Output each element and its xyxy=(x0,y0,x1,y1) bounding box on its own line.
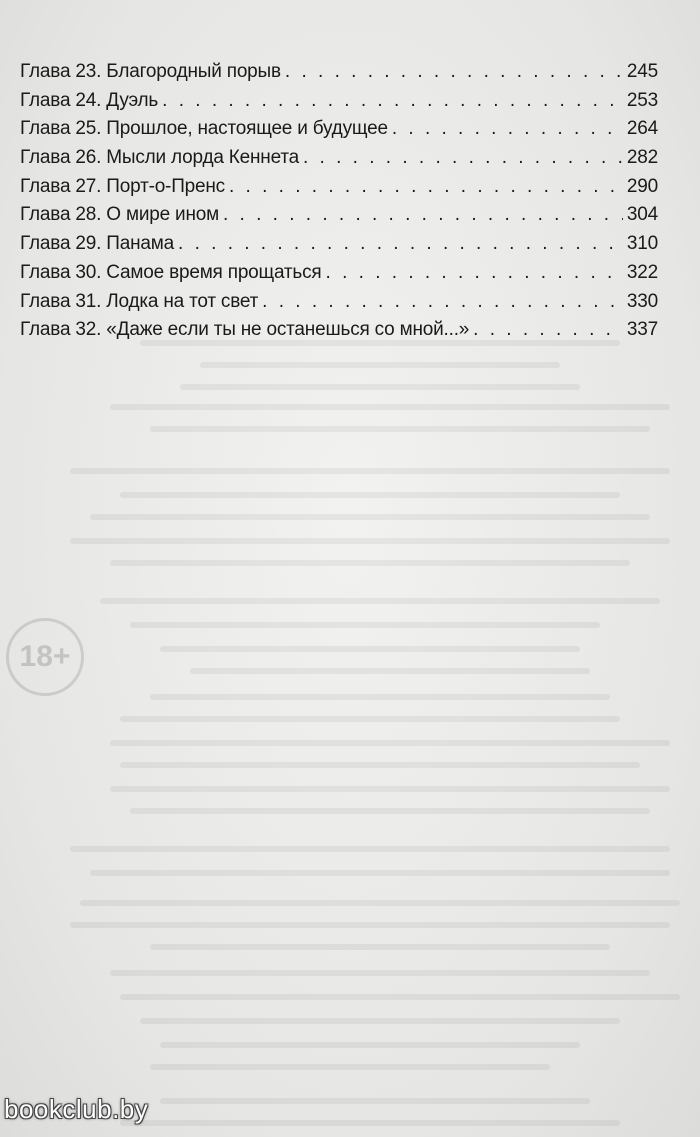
toc-entry-title: Глава 28. О мире ином xyxy=(20,204,219,226)
show-through-line xyxy=(110,786,670,792)
toc-entry-title: Глава 25. Прошлое, настоящее и будущее xyxy=(20,118,388,140)
toc-dot-leader xyxy=(326,259,623,288)
show-through-line xyxy=(140,1018,620,1024)
show-through-line xyxy=(70,922,670,928)
toc-dot-leader xyxy=(223,201,623,230)
toc-entry xyxy=(20,288,658,317)
toc-entry-page: 264 xyxy=(626,118,658,140)
watermark: bookclub.by xyxy=(4,1094,149,1124)
toc-entry xyxy=(20,201,658,230)
toc-entry-page: 290 xyxy=(626,175,658,197)
toc-entry-page: 337 xyxy=(626,319,658,341)
toc-entry-title: Глава 32. «Даже если ты не останешься со мной...» xyxy=(20,319,470,341)
show-through-line xyxy=(120,716,620,722)
age-rating-text: 18+ xyxy=(19,640,71,673)
toc-dot-leader xyxy=(303,144,623,173)
toc-entry xyxy=(20,58,658,87)
toc-entry-page: 245 xyxy=(626,61,658,82)
show-through-line xyxy=(160,1098,590,1104)
toc-entry xyxy=(20,173,658,202)
toc-dot-leader xyxy=(285,58,623,87)
toc-entry xyxy=(20,230,658,259)
toc-dot-leader xyxy=(262,288,623,317)
show-through-line xyxy=(110,404,670,410)
show-through-line xyxy=(90,514,650,520)
toc-entry-page: 282 xyxy=(626,147,658,169)
toc-entry xyxy=(20,87,658,116)
toc-entry-page: 322 xyxy=(626,261,658,283)
toc-dot-leader xyxy=(178,230,623,259)
show-through-line xyxy=(80,900,680,906)
show-through-line xyxy=(120,994,680,1000)
show-through-line xyxy=(110,970,650,976)
show-through-line xyxy=(70,538,670,544)
toc-entry-page: 253 xyxy=(626,89,658,111)
show-through-line xyxy=(160,646,580,652)
show-through-line xyxy=(70,468,670,474)
toc-entry-title: Глава 24. Дуэль xyxy=(20,89,159,111)
show-through-line xyxy=(150,426,650,432)
toc-entry-title: Глава 31. Лодка на тот свет xyxy=(20,290,259,312)
show-through-line xyxy=(120,762,640,768)
toc-entry-title: Глава 26. Мысли лорда Кеннета xyxy=(20,147,299,169)
toc-entry-page: 304 xyxy=(626,204,658,226)
toc-entry xyxy=(20,259,658,288)
toc-dot-leader xyxy=(162,87,623,116)
toc-dot-leader xyxy=(473,316,623,345)
show-through-line xyxy=(130,622,600,628)
show-through-line xyxy=(70,846,670,852)
toc-dot-leader xyxy=(392,115,623,144)
show-through-line xyxy=(150,944,610,950)
show-through-line xyxy=(110,740,670,746)
table-of-contents xyxy=(20,58,658,345)
toc-dot-leader xyxy=(229,173,623,202)
show-through-line xyxy=(200,362,560,368)
show-through-line xyxy=(150,1064,550,1070)
show-through-line xyxy=(160,1042,580,1048)
toc-entry xyxy=(20,316,658,345)
show-through-line xyxy=(150,694,610,700)
show-through-line xyxy=(120,1120,620,1126)
toc-entry-title: Глава 29. Панама xyxy=(20,233,175,255)
show-through-line xyxy=(90,870,670,876)
show-through-line xyxy=(110,560,630,566)
age-rating-badge xyxy=(6,618,84,696)
show-through-line xyxy=(130,808,650,814)
toc-entry-title: Глава 23. Благородный порыв xyxy=(20,61,281,82)
show-through-line xyxy=(100,598,660,604)
show-through-line xyxy=(180,384,580,390)
show-through-line xyxy=(190,668,590,674)
toc-entry-title: Глава 27. Порт-о-Пренс xyxy=(20,175,225,197)
toc-entry-title: Глава 30. Самое время прощаться xyxy=(20,261,322,283)
toc-entry-page: 330 xyxy=(626,290,658,312)
show-through-line xyxy=(120,492,620,498)
toc-entry-page: 310 xyxy=(626,233,658,255)
toc-entry xyxy=(20,144,658,173)
toc-entry xyxy=(20,115,658,144)
